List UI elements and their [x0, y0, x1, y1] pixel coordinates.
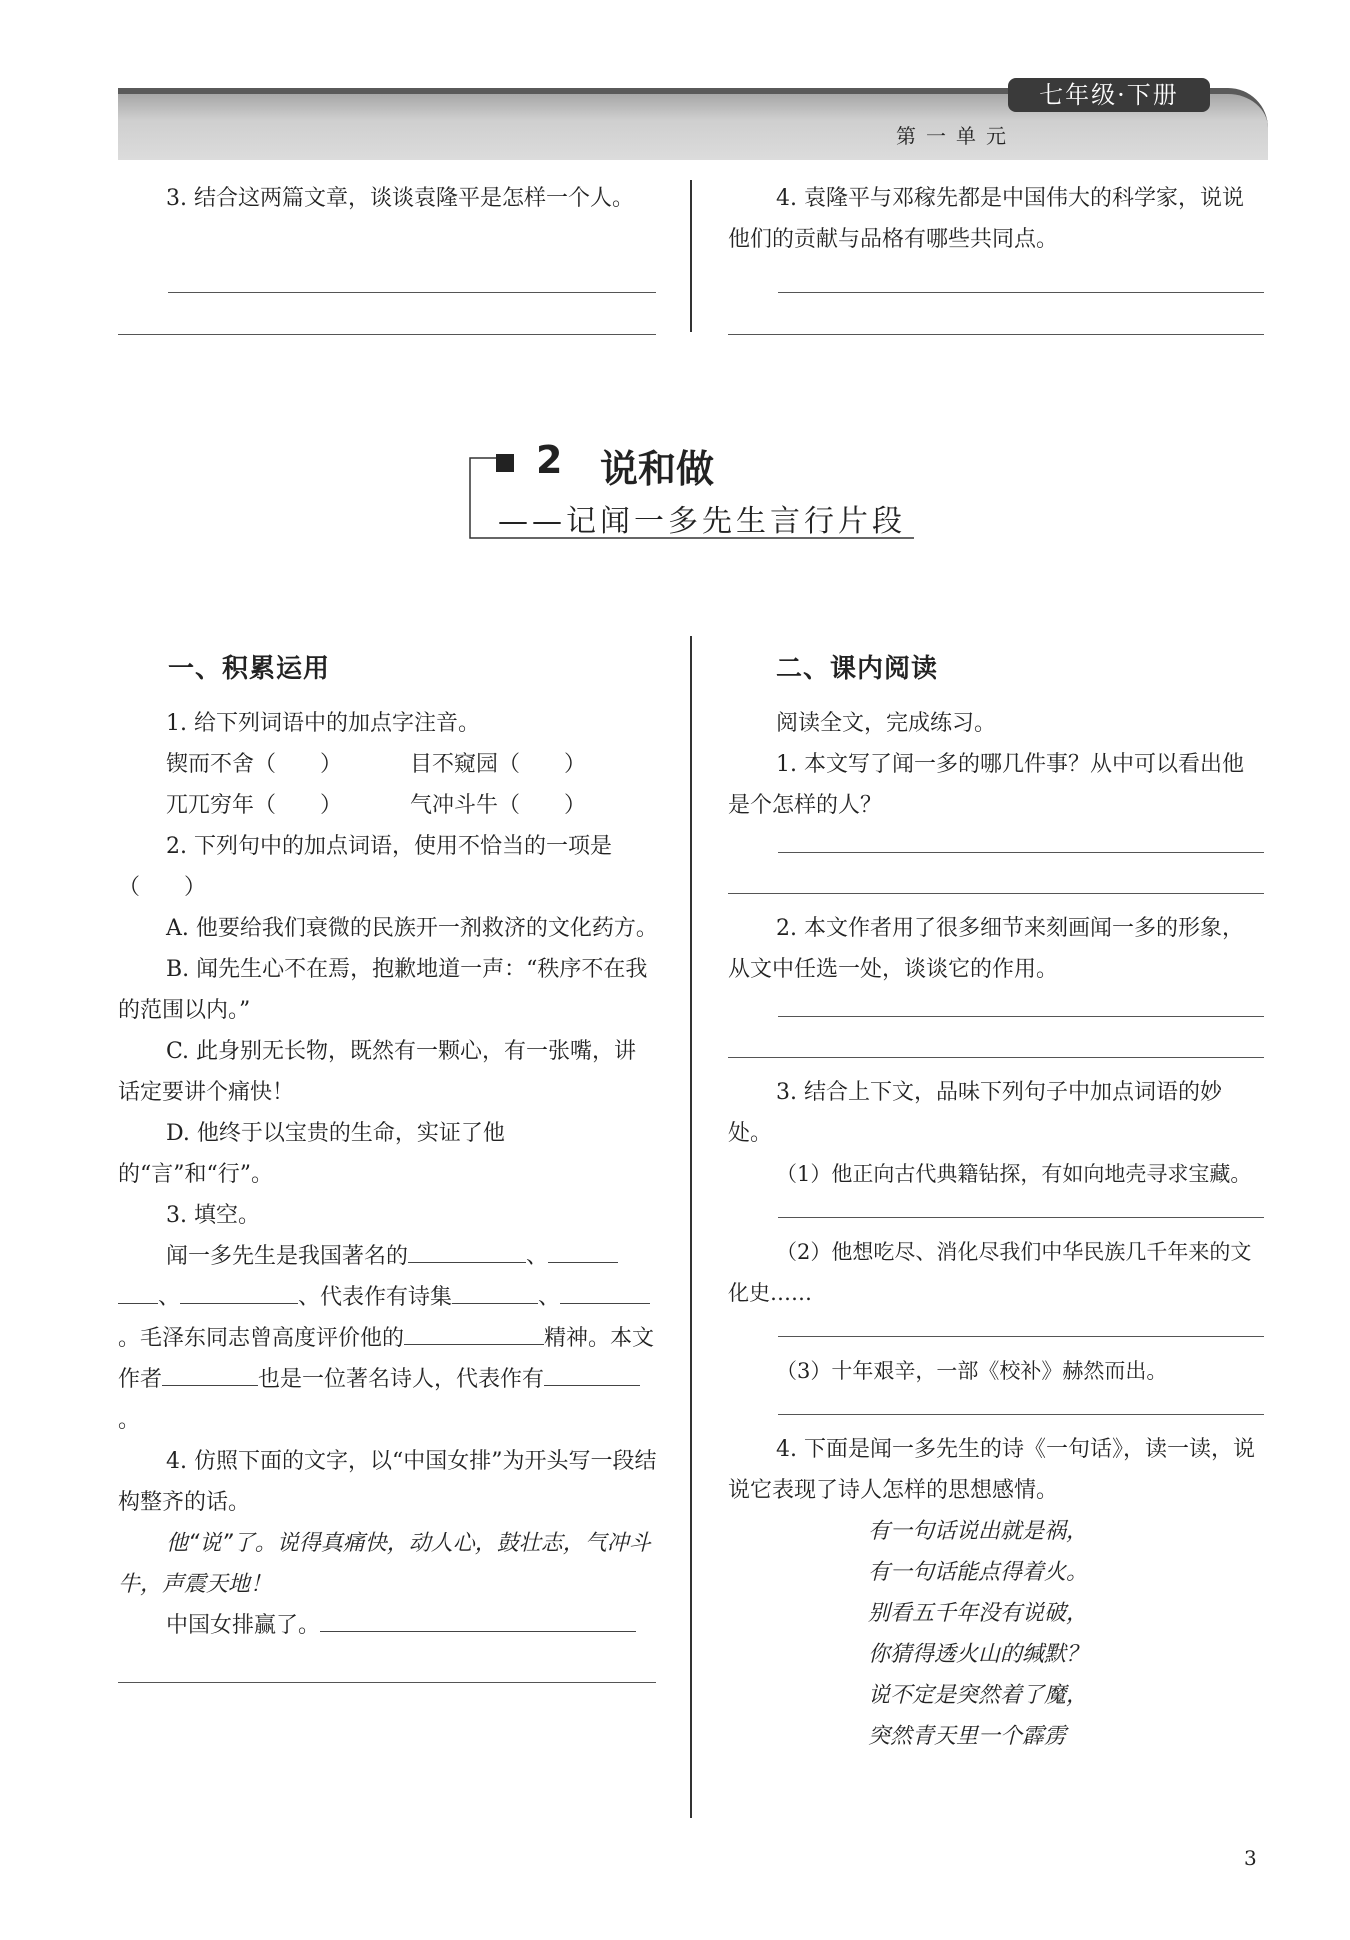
fill-blank[interactable] [162, 1361, 258, 1386]
fill-text: 、代表作有诗集 [298, 1285, 453, 1310]
poem-line: 有一句话说出就是祸， [868, 1519, 1089, 1544]
fill-blank[interactable] [548, 1238, 618, 1263]
top-left-question [118, 178, 658, 219]
answer-line[interactable] [728, 1057, 1264, 1058]
lesson-number: 2 [536, 438, 563, 482]
poem-line: 说不定是突然着了魔， [868, 1683, 1089, 1708]
continuation [118, 1605, 658, 1646]
poem [868, 1511, 1264, 1757]
answer-line[interactable] [778, 1336, 1264, 1337]
word-item: 目不窥园（ ） [410, 752, 587, 777]
fill-blank[interactable] [544, 1361, 640, 1386]
answer-line[interactable] [778, 292, 1264, 293]
lesson-title: 说和做 [600, 447, 715, 491]
fill-blank[interactable] [118, 1279, 158, 1304]
model-text: 他“说”了。说得真痛快，动人心，鼓壮志，气冲斗牛，声震天地！ [118, 1531, 651, 1597]
lesson-subtitle: ——记闻一多先生言行片段 [498, 504, 906, 539]
fill-blank[interactable] [404, 1320, 544, 1345]
right-q2: 2. 本文作者用了很多细节来刻画闻一多的形象，从文中任选一处，谈谈它的作用。 [728, 916, 1244, 982]
answer-line[interactable] [728, 893, 1264, 894]
section-heading: 二、课内阅读 [776, 654, 939, 684]
answer-blank[interactable] [320, 1607, 636, 1632]
top-q3: 3. 结合这两篇文章，谈谈袁隆平是怎样一个人。 [166, 186, 634, 211]
answer-line[interactable] [168, 292, 656, 293]
top-right-question [728, 178, 1264, 260]
left-q4: 4. 仿照下面的文字，以“中国女排”为开头写一段结构整齐的话。 [118, 1449, 657, 1515]
left-q2: 2. 下列句中的加点词语，使用不恰当的一项是（ ） [118, 834, 612, 900]
column-divider [690, 180, 692, 332]
fill-text: 闻一多先生是我国著名的 [166, 1244, 409, 1269]
poem-line: 你猜得透火山的缄默？ [868, 1642, 1089, 1667]
answer-line[interactable] [118, 334, 656, 335]
poem-line: 突然青天里一个霹雳 [868, 1724, 1067, 1749]
right-q3: 3. 结合上下文，品味下列句子中加点词语的妙处。 [728, 1080, 1222, 1146]
answer-line[interactable] [778, 1217, 1264, 1218]
column-divider [690, 636, 692, 1818]
fill-blank[interactable] [560, 1279, 610, 1304]
top-q4: 4. 袁隆平与邓稼先都是中国伟大的科学家，说说他们的贡献与品格有哪些共同点。 [728, 186, 1244, 252]
page-number: 3 [1244, 1846, 1257, 1870]
left-column [118, 648, 658, 1683]
answer-line[interactable] [778, 1016, 1264, 1017]
unit-label: 第一单元 [896, 124, 1016, 148]
fill-blank[interactable] [408, 1238, 526, 1263]
sentence-2: （2）他想吃尽、消化尽我们中华民族几千年来的文化史…… [728, 1240, 1252, 1305]
word-item: 锲而不舍（ ） [166, 752, 343, 777]
right-q4: 4. 下面是闻一多先生的诗《一句话》，读一读，说说它表现了诗人怎样的思想感情。 [728, 1437, 1255, 1503]
answer-line[interactable] [778, 852, 1264, 853]
fill-blank[interactable] [610, 1279, 650, 1304]
poem-line: 别看五千年没有说破， [868, 1601, 1089, 1626]
fill-text: 精神。本文作者 [118, 1326, 655, 1392]
answer-line[interactable] [728, 334, 1264, 335]
fill-paragraph: 闻一多先生是我国著名的 、、 、代表作有诗集 、。毛泽东同志曾高度评价他的 精神。本文作者 也是一位著名诗人，代表作有。 [118, 1236, 658, 1441]
fill-text: 也是一位著名诗人，代表作有 [258, 1367, 545, 1392]
reading-intro: 阅读全文，完成练习。 [776, 711, 997, 736]
fill-blank[interactable] [180, 1279, 298, 1304]
fill-text: 。毛泽东同志曾高度评价他的 [118, 1326, 405, 1351]
option-d: D. 他终于以宝贵的生命，实证了他的“言”和“行”。 [118, 1121, 505, 1187]
right-column [728, 648, 1264, 1757]
word-item: 兀兀穷年（ ） [166, 793, 343, 818]
left-q1: 1. 给下列词语中的加点字注音。 [166, 711, 480, 736]
word-row [118, 744, 658, 785]
word-item: 气冲斗牛（ ） [410, 793, 587, 818]
option-a: A. 他要给我们衰微的民族开一剂救济的文化药方。 [166, 916, 658, 941]
start-text: 中国女排赢了。 [166, 1613, 321, 1638]
answer-line[interactable] [778, 1414, 1264, 1415]
fill-blank[interactable] [452, 1279, 538, 1304]
poem-line: 有一句话能点得着火。 [868, 1560, 1089, 1585]
lesson-square-icon [496, 454, 514, 472]
sentence-1: （1）他正向古代典籍钻探，有如向地壳寻求宝藏。 [776, 1162, 1252, 1186]
answer-line[interactable] [118, 1682, 656, 1683]
left-q3: 3. 填空。 [166, 1203, 260, 1228]
sentence-3: （3）十年艰辛，一部《校补》赫然而出。 [776, 1359, 1168, 1383]
right-q1: 1. 本文写了闻一多的哪几件事？从中可以看出他是个怎样的人？ [728, 752, 1244, 818]
option-c: C. 此身别无长物，既然有一颗心，有一张嘴，讲话定要讲个痛快！ [118, 1039, 637, 1105]
option-b: B. 闻先生心不在焉，抱歉地道一声：“秩序不在我的范围以内。” [118, 957, 648, 1023]
word-row [118, 785, 658, 826]
section-heading: 一、积累运用 [168, 654, 331, 684]
grade-tag: 七年级·下册 [1008, 78, 1210, 112]
